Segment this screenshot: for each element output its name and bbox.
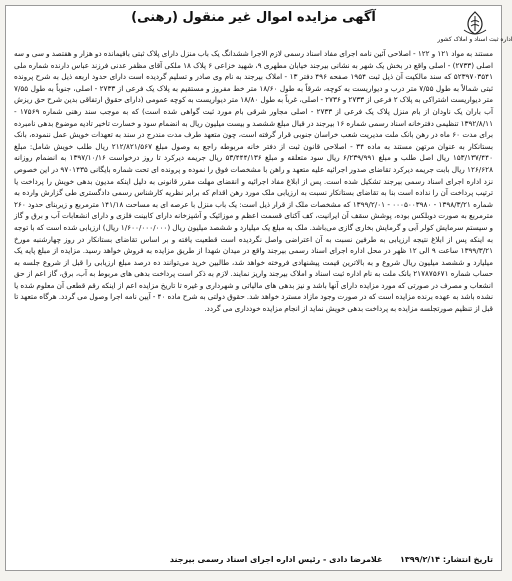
publish-date-value: ۱۳۹۹/۲/۱۴ bbox=[400, 555, 441, 564]
notice-page bbox=[5, 5, 512, 571]
notice-body: مستند به مواد ۱۲۱ و ۱۲۲ - اصلاحی آئین نامه اجرای مفاد اسناد رسمی لازم الاجرا ششدانگ یک باب منزل دارای پلاک ثبتی باقیمانده دو هزار و هفتصد و سی و سه اصلی (۲۷۳۳) - اصلی واقع در بخش یک شهر به نشانی بیرجند خیابان مطهری ۹، شهید خزاعی ۶ پلاک ۱۸ ملکی آقای مظفر عدنی فرزند عباس دارنده شماره ملی ۵۲۳۹۷۰۳۵۴۱ که سند مالکیت آن ذیل ثبت ۱۹۵۴ صفحه ۴۹۶ دفتر ۱۳ - املاک بیرجند به نام وی صادر و تسلیم گردیده است دارای حدود اربعه ذیل به شرح پرونده ثبتی شمالاً به طول ۷/۵۵ متر درب و دیواریست به کوچه، شرقاً به طول ۱۸/۶۰ متر خط مفروز و مستقیم به پلاک یک فرعی از ۲۷۳۳ - اصلی، جنوباً به طول ۷/۵۵ متر دیواریست اشتراکی به پلاک ۲ فرعی از ۲۷۳۳ و ۲۷۳۶ - اصلی، غرباً به طول ۱۸/۸۰ متر دیواریست به کوچه عمومی (دارای حقوق ارتفاقی بدین شرح حق ریزش آب باران یک ناودان از بام منزل پلاک یک فرعی از ۲۷۳۳ - اصلی مجاور شرقی بام مورد ثبت گواهی شده است) که به موجب سند رهنی شماره ۱۷۵۶۹ - ۱۳۹۲/۸/۱۱ تنظیمی دفترخانه اسناد رسمی شماره ۱۶ بیرجند در قبال مبلغ ششصد و بیست میلیون ریال به انضمام سود و خسارت تاخیر تادیه موضوع بدهی نامبرده برای مدت ۶۰ ماه در رهن بانک ملت مدیریت شعب خراسان جنوبی قرار گرفته است، چون متعهد طرف مدت مندرج در سند به تعهدات خویش عمل ننموده، بانک بستانکار به عنوان مرتهن مستند به ماده ۳۴ - اصلاحی قانون ثبت از دفتر خانه مربوطه راجع به وصول مبلغ ۲۱۲/۸۲۱/۵۶۷ ریال طلب خویش شامل: مبلغ ۱۵۳/۱۳۷/۴۴۰ ریال اصل طلب و مبلغ ۶/۲۳۹/۹۹۱ ریال سود متعلقه و مبلغ ۵۳/۴۴۴/۱۳۶ ریال جریمه دیرکرد تا روز درخواست ۱۳۹۷/۱۰/۱۶ به انضمام روزانه ۱۲۶/۶۲۸ ریال بابت جریمه دیرکرد تقاضای صدور اجرائیه علیه متعهد و راهن با مشخصات فوق را نموده و پرونده ای تحت شماره بایگانی ۹۷۰۱۴۳۵ در این خصوص نزد اداره اجرای اسناد رسمی بیرجند تشکیل شده است. پس از ابلاغ مفاد اجرائیه و انقضای مهلت مقرر قانونی به دلیل اینکه مدیون بدهی خویش را پرداخت یا ترتیب پرداخت آن را نداده است بنا به تقاضای بستانکار نسبت به ارزیابی ملک مورد رهن اقدام که برابر نظریه کارشناس رسمی دادگستری طی گزارش وارده به شماره ۱۳۹۸/۳/۲۱ - ۰۰۰۵۰۰۳۹۸۰ - ۱۳۹۹/۲/۰۱ که مشخصات ملک از قرار ذیل است: یک باب منزل با عرصه ای به مساحت ۱۴۱/۱۸ مترمربع و زیربنای حدود ۲۶۰ مترمربع به صورت دوبلکس بوده، پوشش سقف آن ایرانیت، کف آکنای قسمت اعظم و موزائیک و آشپزخانه دارای کابینت فلزی و دارای انشعابات آب و برق و گاز و سیستم سرمایش کولر آبی و گرمایش بخاری گازی می‌باشد. ملک به مبلغ یک میلیارد و ششصد میلیون ریال (۱/۶۰۰/۰۰۰/۰۰۰ ریال) ارزیابی شده است که با توجه به اینکه پس از ابلاغ نتیجه ارزیابی به طرفین نسبت به آن اعتراضی واصل نگردیده است قطعیت یافته و بر اساس تقاضای بستانکار در روز چهارشنبه مورخ ۱۳۹۹/۳/۲۱ ساعت ۹ الی ۱۲ ظهر در محل اداره اجرای اسناد رسمی بیرجند واقع در میدان شهدا از طریق مزایده به فروش خواهد رسید. مزایده از مبلغ پایه یک میلیارد و ششصد میلیون ریال شروع و به بالاترین قیمت پیشنهادی فروخته خواهد شد، طالبین خرید می‌توانند ده درصد مبلغ ارزیابی را قبل از شروع جلسه به حساب شماره ۲۱۷۸۷۵۶۷۱ بانک ملت به نام اداره ثبت اسناد و املاک بیرجند واریز نمایند. لازم به ذکر است پرداخت بدهی های مربوط به آب، برق، گاز اعم از حق انشعاب و مصرف در صورتی که مورد مزایده دارای آنها باشد و نیز بدهی های مالیاتی و شهرداری و غیره تا تاریخ مزایده اعم از اینکه رقم قطعی آن معلوم شده یا نشده باشد به عهده برنده مزایده است که در صورت وجود مازاد مسترد خواهد شد. حقوق دولتی به شرح ماده ۴۰ - آیین نامه اجرا وصول می گردد. هرگاه متعهد تا قبل از تنظیم صورتجلسه مزایده به پرداخت بدهی خویش نماید از انجام مزایده خودداری می گردد. bbox=[14, 49, 494, 314]
emblem-caption: اداره ثبت اسناد و املاک کشور bbox=[437, 36, 512, 43]
publish-date-label: تاریخ انتشار: bbox=[442, 555, 493, 564]
signatory: غلامرضا دادی - رئیس اداره اجرای اسناد رسمی بیرجند bbox=[169, 555, 383, 564]
notice-footer bbox=[14, 555, 493, 564]
notice-header bbox=[6, 6, 512, 50]
notice-title: آگهی مزایده اموال غیر منقول (رهنی) bbox=[131, 10, 376, 25]
